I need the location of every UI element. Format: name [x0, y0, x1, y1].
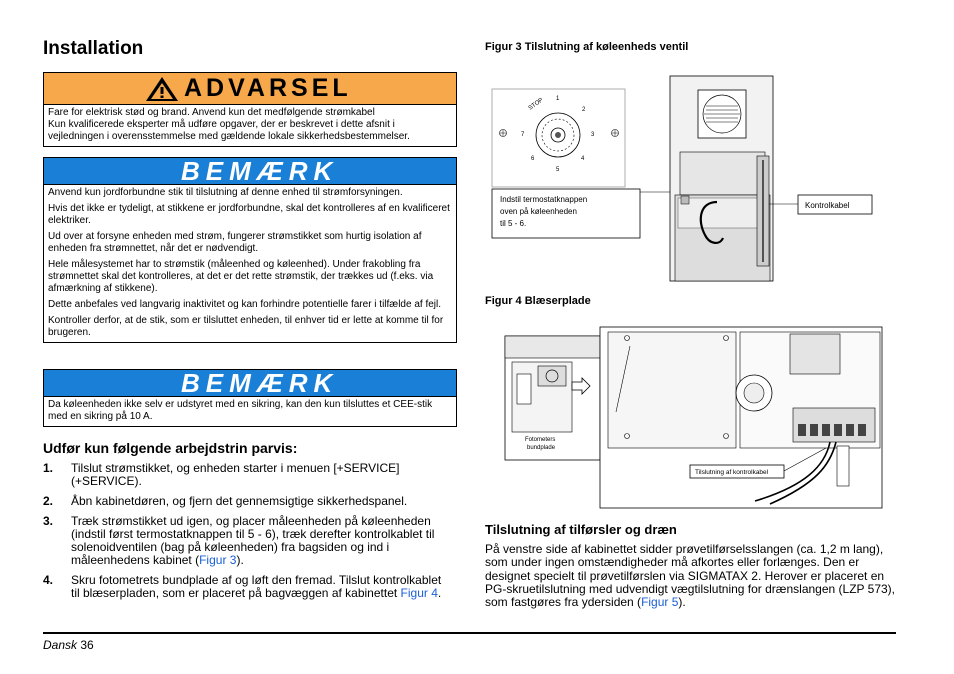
warning-text	[44, 105, 456, 146]
note-title: BEMÆRK	[181, 368, 339, 398]
warning-line: Fare for elektrisk stød og brand. Anvend kun det medfølgende strømkabel	[48, 107, 375, 118]
note-paragraph: Dette anbefales ved langvarig inaktivitet og kan forhindre potentielle farer i tilfælde af fejl.	[48, 299, 442, 310]
footer-divider	[43, 632, 896, 634]
figure-3-caption: Figur 3 Tilslutning af køleenheds ventil	[485, 41, 689, 53]
connections-heading: Tilslutning af tilførsler og dræn	[485, 522, 677, 537]
figure-4-link[interactable]: Figur 4	[400, 586, 438, 600]
figure-5-link[interactable]: Figur 5	[641, 595, 679, 610]
note-paragraph: Da køleenheden ikke selv er udstyret med en sikring, kan den kun tilsluttes et CEE-stik med en sikring på 10 A.	[48, 399, 433, 422]
list-item	[43, 462, 443, 488]
step-text: Åbn kabinetdøren, og fjern det gennemsigtige sikkerhedspanel.	[71, 494, 408, 508]
dial-label: 5	[556, 167, 560, 173]
connections-after: ).	[678, 595, 686, 610]
note-box-2	[43, 369, 457, 427]
callout-line: til 5 - 6.	[500, 219, 527, 228]
page-footer	[43, 638, 94, 652]
note-title: BEMÆRK	[181, 156, 339, 186]
footer-language: Dansk	[43, 638, 78, 652]
warning-box	[43, 72, 457, 147]
note-header	[44, 158, 456, 185]
photometer-label: bundplade	[527, 445, 556, 451]
procedure-steps	[43, 462, 443, 607]
step-number: 3.	[43, 514, 54, 528]
step-text-after: .	[437, 586, 442, 600]
photometer-label: Fotometers	[525, 437, 556, 443]
cable-connection-label: Tilslutning af kontrolkabel	[695, 469, 769, 476]
list-item	[43, 495, 443, 508]
page-title: Installation	[43, 38, 144, 59]
list-item	[43, 515, 443, 567]
step-number: 4.	[43, 573, 54, 587]
note-paragraph: Ud over at forsyne enheden med strøm, fungerer strømstikket som hurtig isolation af enheden fra strømnettet, når det er nødvendigt.	[48, 231, 422, 254]
figure-3-illustration	[485, 70, 895, 285]
list-item	[43, 574, 443, 600]
figure-3-link[interactable]: Figur 3	[199, 553, 237, 567]
warning-line: Kun kvalificerede eksperter må udføre opgaver, der er beskrevet i dette afsnit i vejledningen i overensstemmelse med gældende lokale sikkerhedsbestemmelser.	[48, 119, 410, 142]
note-text	[44, 397, 456, 426]
note-box-1	[43, 157, 457, 343]
step-number: 1.	[43, 461, 54, 475]
dial-label: 2	[582, 107, 586, 113]
connections-body: På venstre side af kabinettet sidder prøvetilførselsslangen (ca. 1,2 m lang), som under ingen omstændigheder må afkortes eller forlænges. Den er designet specielt til prøvetilførslen via SIGMATAX 2. Herover er placeret en PG-skruetilslutning med udvendigt vægtilslutning for drænslangen (LZP 573), som fastgøres fra ydersiden (	[485, 542, 895, 610]
dial-label: 3	[591, 132, 595, 138]
step-text-after: ).	[236, 553, 244, 567]
note-paragraph: Kontroller derfor, at de stik, som er tilsluttet enheden, til enhver tid er lette at komme til for brugeren.	[48, 315, 444, 338]
footer-page-number: 36	[80, 638, 94, 652]
note-paragraph: Hele målesystemet har to strømstik (måleenhed og køleenhed). Under frakobling fra strømnettet skal det kontrolleres, at det er det rette strømstik, der trækkes ud (f.eks. via afmærkning af stikkene).	[48, 259, 434, 294]
step-text: Træk strømstikket ud igen, og placer måleenheden på køleenheden (indstil først termostatknappen til 5 - 6), træk derefter kontrolkablet til solenoidventilen (bag på køleenheden) fra bagsiden og ind i måleenhedens kabinet (	[71, 514, 435, 567]
note-text	[44, 185, 456, 342]
warning-header	[44, 73, 456, 105]
note-paragraph: Anvend kun jordforbundne stik til tilslutning af denne enhed til strømforsyningen.	[48, 187, 403, 198]
dial-label: 4	[581, 156, 585, 162]
step-text: Tilslut strømstikket, og enheden starter i menuen [+SERVICE] (+SERVICE).	[71, 461, 400, 488]
callout-line: Indstil termostatknappen	[500, 195, 588, 204]
dial-label: 7	[521, 132, 525, 138]
figure-4-caption: Figur 4 Blæserplade	[485, 295, 591, 307]
note-header	[44, 370, 456, 397]
connections-text	[485, 543, 895, 609]
dial-label: 6	[531, 156, 535, 162]
procedure-heading: Udfør kun følgende arbejdstrin parvis:	[43, 440, 298, 456]
cable-label: Kontrolkabel	[805, 201, 850, 210]
callout-line: oven på køleenheden	[500, 207, 577, 216]
warning-triangle-icon	[145, 76, 179, 102]
figure-4-illustration	[500, 326, 885, 511]
warning-title: ADVARSEL	[184, 74, 352, 102]
dial-label: STOP	[527, 97, 545, 112]
note-paragraph: Hvis det ikke er tydeligt, at stikkene er jordforbundne, skal det kontrolleres af en kvalificeret elektriker.	[48, 203, 450, 226]
step-number: 2.	[43, 494, 54, 508]
dial-label: 1	[556, 96, 560, 102]
step-text: Skru fotometrets bundplade af og løft den fremad. Tilslut kontrolkablet til blæserpladen, som er placeret på bagvæggen af kabinettet	[71, 573, 442, 600]
